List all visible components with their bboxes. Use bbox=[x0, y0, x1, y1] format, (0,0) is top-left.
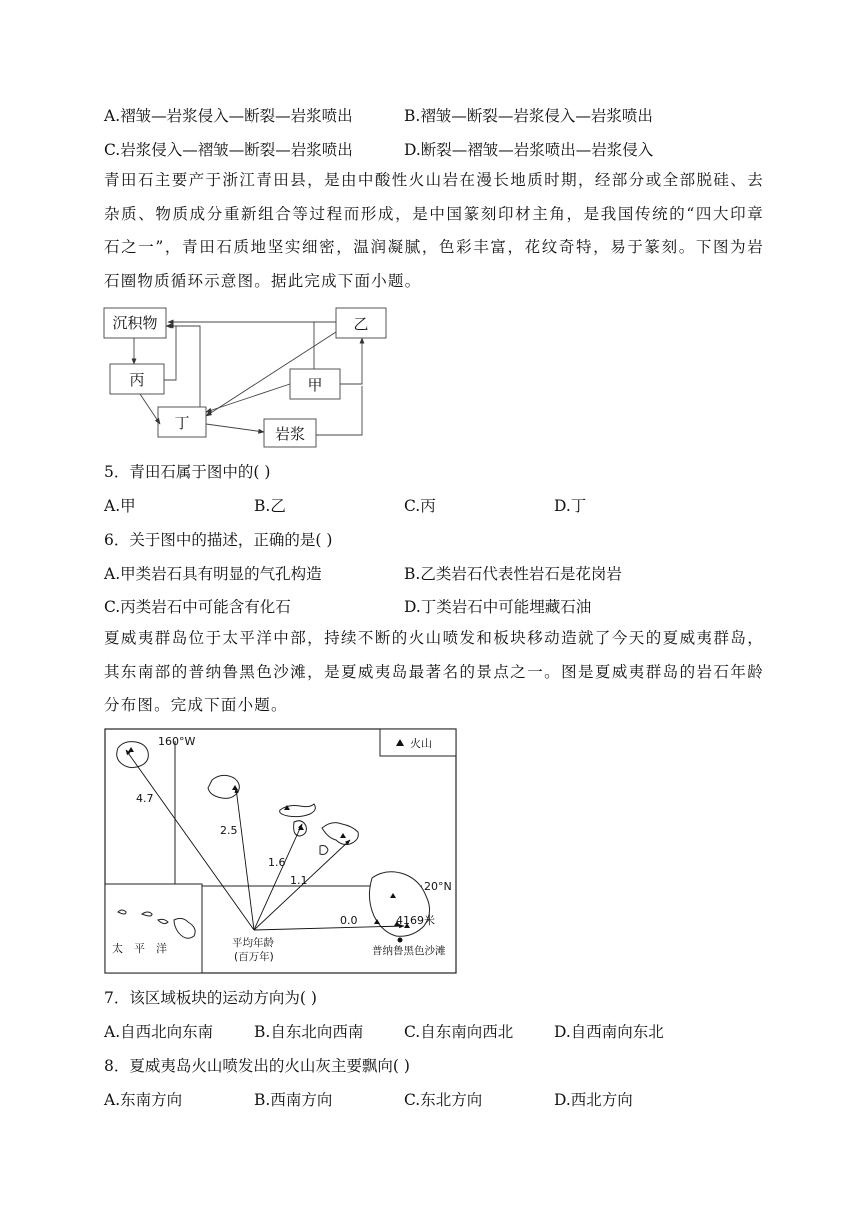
q4-option-b: B.褶皱—断裂—岩浆侵入—岩浆喷出 bbox=[404, 107, 653, 125]
label-bing: 丙 bbox=[129, 371, 145, 389]
q8-stem: 8．夏威夷岛火山喷发出的火山灰主要飘向( ) bbox=[104, 1057, 410, 1075]
q5-option-a: A.甲 bbox=[104, 497, 136, 515]
q8-option-d: D.西北方向 bbox=[554, 1091, 633, 1109]
hawaii-rock-age-map bbox=[104, 728, 458, 980]
label-magma: 岩浆 bbox=[274, 425, 306, 443]
q6-option-a: A.甲类岩石具有明显的气孔构造 bbox=[104, 565, 322, 583]
q7-option-a: A.自西北向东南 bbox=[104, 1023, 214, 1041]
age-label-0: 4.7 bbox=[136, 792, 154, 805]
q6-option-c: C.丙类岩石中可能含有化石 bbox=[104, 598, 291, 616]
q8-option-c: C.东北方向 bbox=[404, 1091, 483, 1109]
q5-stem: 5．青田石属于图中的( ) bbox=[104, 463, 271, 481]
q4-option-a: A.褶皱—岩浆侵入—断裂—岩浆喷出 bbox=[104, 107, 353, 125]
q4-option-d: D.断裂—褶皱—岩浆喷出—岩浆侵入 bbox=[404, 141, 654, 159]
q6-stem: 6．关于图中的描述，正确的是( ) bbox=[104, 531, 333, 549]
q7-stem: 7．该区域板块的运动方向为( ) bbox=[104, 989, 317, 1007]
age-label-2: 1.6 bbox=[268, 856, 286, 869]
passage-hawaii: 夏威夷群岛位于太平洋中部，持续不断的火山喷发和板块移动造就了今天的夏威夷群岛，其东南部的普纳鲁黑色沙滩，是夏威夷岛最著名的景点之一。图是夏威夷群岛的岩石年龄分布图。完成下面小题。 bbox=[104, 629, 764, 714]
q4-option-c: C.岩浆侵入—褶皱—断裂—岩浆喷出 bbox=[104, 141, 353, 159]
island-kauai bbox=[117, 742, 149, 768]
rock-cycle-diagram bbox=[100, 302, 400, 454]
q8-option-a: A.东南方向 bbox=[104, 1091, 183, 1109]
age-label-1: 2.5 bbox=[220, 824, 238, 837]
q5-option-d: D.丁 bbox=[554, 497, 587, 515]
island-kahoolawe bbox=[320, 846, 328, 855]
label-yi: 乙 bbox=[353, 315, 369, 333]
label-ding: 丁 bbox=[174, 414, 190, 432]
passage-qingtian-stone: 青田石主要产于浙江青田县，是由中酸性火山岩在漫长地质时期，经部分或全部脱硅、去杂质、物质成分重新组合等过程而形成，是中国篆刻印材主角，是我国传统的“四大印章石之一”，青田石质地坚实细密，温润凝腻，色彩丰富，花纹奇特，易于篆刻。下图为岩石圈物质循环示意图。据此完成下面小题。 bbox=[104, 171, 764, 290]
age-label-3: 1.1 bbox=[290, 874, 308, 887]
q7-option-b: B.自东北向西南 bbox=[254, 1023, 364, 1041]
q6-option-b: B.乙类岩石代表性岩石是花岗岩 bbox=[404, 565, 622, 583]
label-black-sand-beach: 普纳鲁黑色沙滩 bbox=[372, 945, 446, 957]
q5-option-c: C.丙 bbox=[404, 497, 436, 515]
q5-option-b: B.乙 bbox=[254, 497, 286, 515]
q8-option-b: B.西南方向 bbox=[254, 1091, 333, 1109]
label-longitude: 160°W bbox=[158, 735, 196, 748]
q6-option-d: D.丁类岩石中可能埋藏石油 bbox=[404, 598, 592, 616]
label-jia: 甲 bbox=[307, 376, 323, 394]
beach-marker bbox=[398, 938, 403, 943]
q7-option-c: C.自东南向西北 bbox=[404, 1023, 514, 1041]
label-average-age: 平均年龄 bbox=[232, 937, 274, 949]
q7-option-d: D.自西南向东北 bbox=[554, 1023, 664, 1041]
age-label-4: 0.0 bbox=[340, 914, 358, 927]
label-age-unit: (百万年) bbox=[234, 951, 274, 963]
label-latitude: 20°N bbox=[424, 880, 452, 893]
label-pacific-ocean: 太 平 洋 bbox=[112, 942, 167, 955]
label-peak-height: 4169米 bbox=[396, 914, 435, 927]
legend-volcano-label: 火山 bbox=[410, 737, 432, 750]
label-sediment: 沉积物 bbox=[112, 314, 158, 332]
